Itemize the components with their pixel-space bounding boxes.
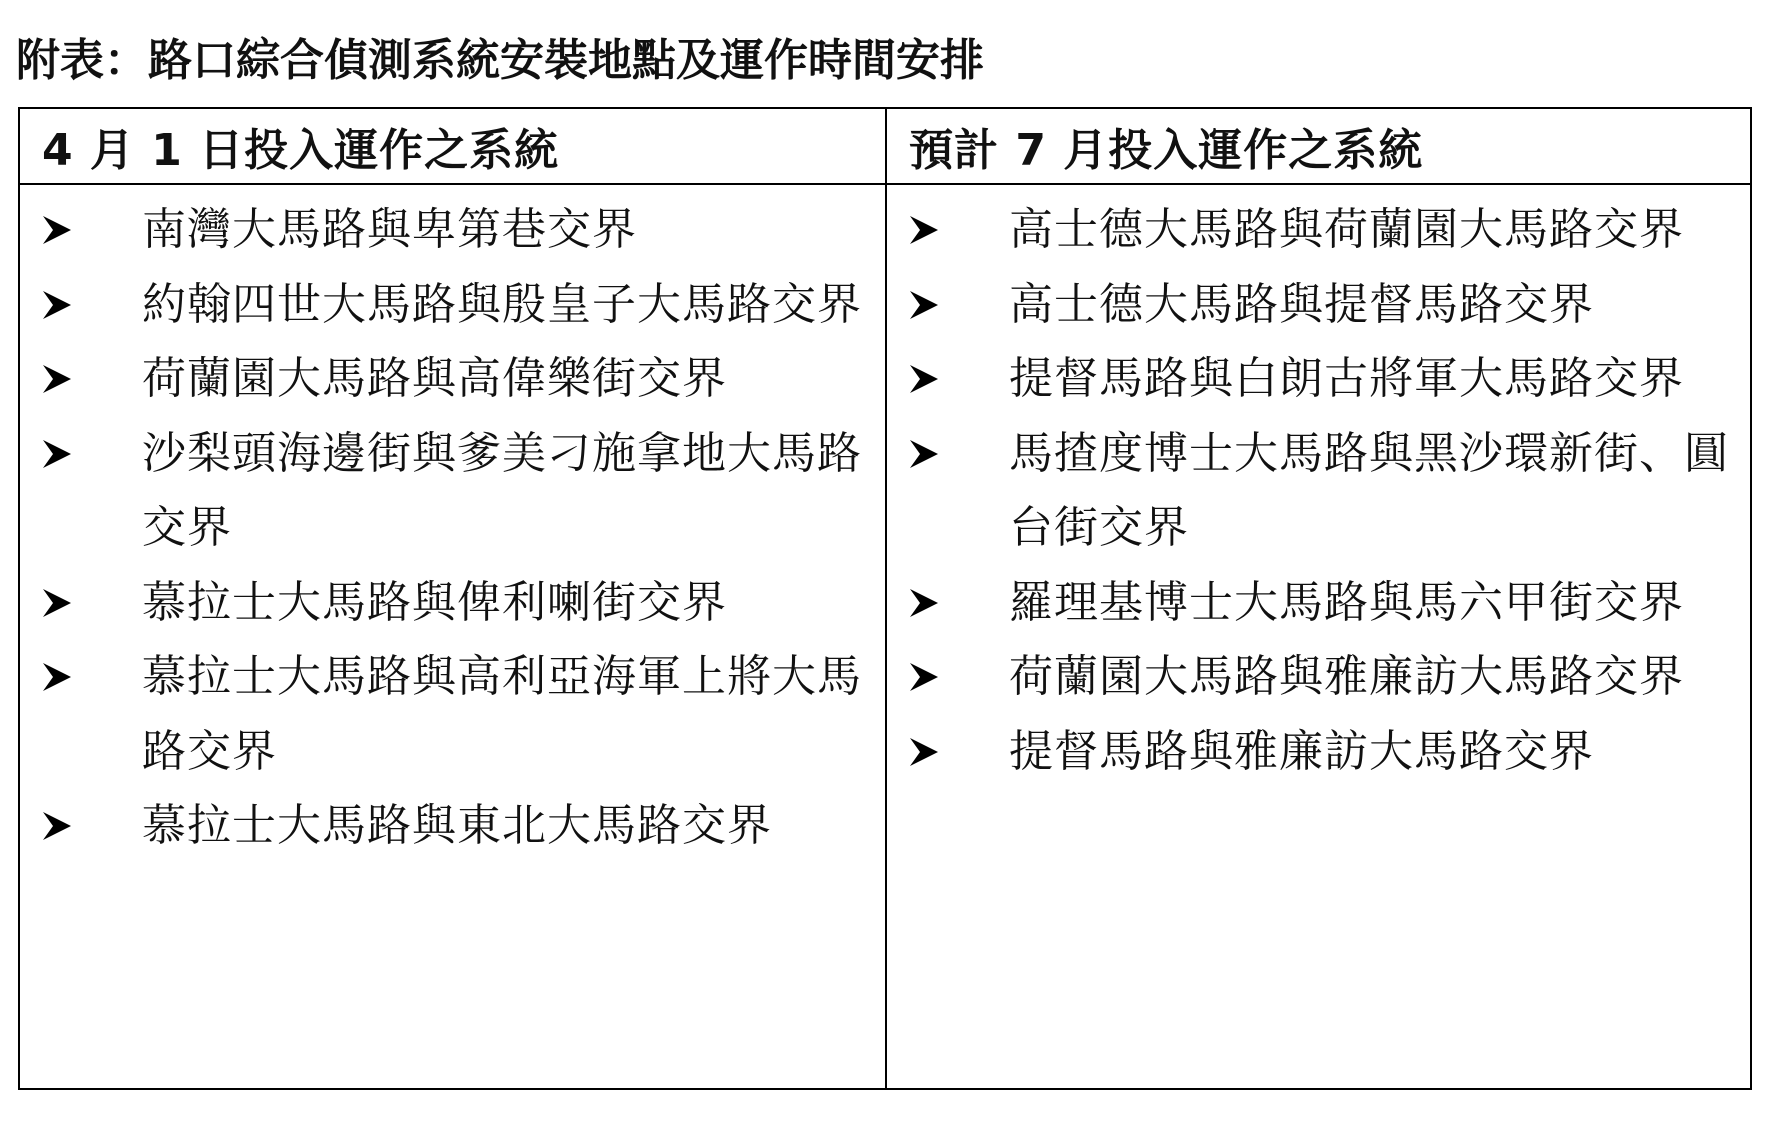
arrowhead-bullet-icon: [20, 193, 142, 267]
location-text: 慕拉士大馬路與高利亞海軍上將大馬路交界: [142, 651, 862, 777]
list-item: [887, 417, 1750, 566]
location-text: 馬揸度博士大馬路與黑沙環新街、圓台街交界: [1009, 427, 1729, 553]
arrowhead-bullet-icon: [20, 342, 142, 416]
arrowhead-bullet-icon: [20, 417, 142, 491]
list-item: [887, 193, 1750, 268]
arrowhead-bullet-icon: [887, 566, 1009, 640]
location-text: 提督馬路與白朗古將軍大馬路交界: [1009, 353, 1684, 404]
list-item: [20, 417, 885, 566]
column-july: [887, 109, 1750, 1088]
location-text: 高士德大馬路與荷蘭園大馬路交界: [1009, 204, 1684, 255]
location-text: 約翰四世大馬路與殷皇子大馬路交界: [142, 278, 862, 330]
location-text: 慕拉士大馬路與俾利喇街交界: [142, 576, 727, 628]
list-item: [20, 566, 885, 641]
list-item: [20, 789, 885, 864]
arrowhead-bullet-icon: [20, 789, 142, 863]
arrowhead-bullet-icon: [20, 640, 142, 714]
column-header-july: 預計 7 月投入運作之系統: [887, 109, 1750, 185]
location-text: 南灣大馬路與卑第巷交界: [142, 204, 637, 255]
list-item: [20, 640, 885, 789]
location-text: 羅理基博士大馬路與馬六甲街交界: [1009, 576, 1684, 628]
column-april: [20, 109, 887, 1088]
list-july: [887, 185, 1750, 1088]
location-text: 高士德大馬路與提督馬路交界: [1009, 278, 1594, 330]
arrowhead-bullet-icon: [887, 640, 1009, 714]
location-text: 荷蘭園大馬路與高偉樂街交界: [142, 353, 727, 404]
location-text: 荷蘭園大馬路與雅廉訪大馬路交界: [1009, 651, 1684, 702]
column-header-april: 4 月 1 日投入運作之系統: [20, 109, 885, 185]
list-item: [887, 640, 1750, 715]
document-title: 附表：路口綜合偵測系統安裝地點及運作時間安排: [16, 35, 984, 86]
list-item: [887, 566, 1750, 641]
list-april: [20, 185, 885, 1088]
location-text: 慕拉士大馬路與東北大馬路交界: [142, 800, 772, 851]
arrowhead-bullet-icon: [20, 566, 142, 640]
list-item: [20, 268, 885, 343]
list-item: [887, 342, 1750, 417]
location-text: 沙梨頭海邊街與爹美刁施拿地大馬路交界: [142, 427, 862, 553]
arrowhead-bullet-icon: [887, 715, 1009, 789]
list-item: [887, 268, 1750, 343]
location-text: 提督馬路與雅廉訪大馬路交界: [1009, 725, 1594, 777]
schedule-table: [18, 107, 1752, 1090]
arrowhead-bullet-icon: [887, 342, 1009, 416]
list-item: [20, 342, 885, 417]
arrowhead-bullet-icon: [20, 268, 142, 342]
arrowhead-bullet-icon: [887, 193, 1009, 267]
list-item: [20, 193, 885, 268]
arrowhead-bullet-icon: [887, 268, 1009, 342]
list-item: [887, 715, 1750, 790]
arrowhead-bullet-icon: [887, 417, 1009, 491]
